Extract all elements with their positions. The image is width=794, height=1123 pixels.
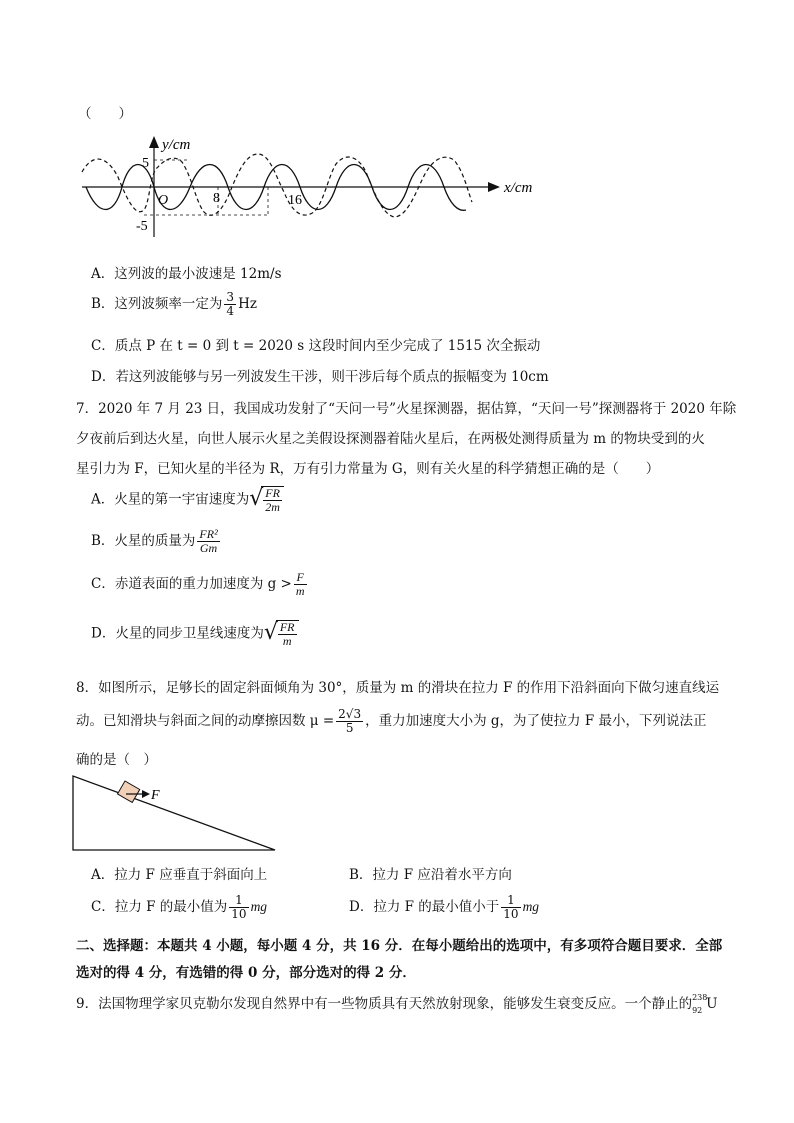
fraction: $\frac{F}{m}$	[295, 570, 305, 598]
q7-option-d[interactable]: D．火星的同步卫星线速度为 √ $\frac{FR}{m}$	[91, 620, 299, 648]
y-axis-label: y/cm	[162, 137, 191, 153]
force-label: F	[151, 788, 160, 803]
q7-option-b[interactable]: B．火星的质量为 $\frac{\text{FR²}}{Gm}$	[91, 527, 218, 555]
fraction: $\frac{3}{4}$	[226, 290, 235, 318]
q7-option-a[interactable]: A．火星的第一宇宙速度为 √ $\frac{FR}{2m}$	[91, 486, 284, 514]
q8-option-a[interactable]: A．拉力 F 应垂直于斜面向上	[91, 867, 268, 883]
q6-option-c[interactable]: C．质点 P 在 t = 0 到 t = 2020 s 这段时间内至少完成了 1515 次全振动	[91, 338, 541, 354]
nuclide: 238 92	[692, 992, 708, 1015]
q6-option-b[interactable]: B．这列波频率一定为 $\frac{3}{4}$ Hz	[91, 290, 257, 318]
origin-label: O	[158, 193, 169, 208]
q8-line1: 8．如图所示，足够长的固定斜面倾角为 30°，质量为 m 的滑块在拉力 F 的作用下沿斜面向下做匀速直线运	[76, 680, 720, 696]
mu-fraction: $\frac{2√3}{5}$	[338, 707, 362, 735]
q8-line2: 动。已知滑块与斜面之间的动摩擦因数 μ = $\frac{2√3}{5}$ ，重力加速度大小为 g，为了使拉力 F 最小，下列说法正	[76, 707, 707, 735]
q8-option-b[interactable]: B．拉力 F 应沿着水平方向	[349, 867, 512, 883]
tick-16: 16	[288, 193, 302, 208]
x-axis-label: x/cm	[504, 180, 533, 196]
sqrt: √ $\frac{FR}{m}$	[264, 620, 299, 648]
fraction: $\frac{1}{10}$	[503, 893, 519, 921]
fraction: $\frac{\text{FR²}}{Gm}$	[199, 527, 218, 555]
q8-option-d[interactable]: D．拉力 F 的最小值小于 $\frac{1}{10}$ mg	[349, 893, 540, 921]
q7-line2: 夕夜前后到达火星，向世人展示火星之美假设探测器着陆火星后，在两极处测得质量为 m 的物块受到的火	[76, 431, 705, 447]
force-arrow	[142, 790, 150, 798]
tick-neg5: -5	[136, 219, 148, 234]
sqrt: √ $\frac{FR}{2m}$	[249, 486, 284, 514]
q9-line1: 9．法国物理学家贝克勒尔发现自然界中有一些物质具有天然放射现象，能够发生衰变反应。一个静止的 238 92 U	[76, 992, 718, 1015]
section2-line2: 选对的得 4 分，有选错的得 0 分，部分选对的得 2 分．	[76, 965, 416, 981]
incline-diagram	[70, 773, 280, 853]
q7-line1: 7．2020 年 7 月 23 日，我国成功发射了“天问一号”火星探测器，据估算，“天问一号”探测器将于 2020 年除	[76, 401, 737, 417]
q6-answer-bracket: （ ）	[78, 106, 132, 122]
q7-line3: 星引力为 F，已知火星的半径为 R，万有引力常量为 G，则有关火星的科学猜想正确的是（ ）	[76, 461, 660, 477]
q6-option-d[interactable]: D．若这列波能够与另一列波发生干涉，则干涉后每个质点的振幅变为 10cm	[91, 369, 549, 385]
tick-5: 5	[142, 156, 149, 171]
q8-line3: 确的是（ ）	[76, 752, 157, 768]
section2-line1: 二、选择题：本题共 4 小题，每小题 4 分，共 16 分．在每小题给出的选项中，有多项符合题目要求．全部	[76, 938, 723, 954]
dashed-wave	[82, 154, 472, 217]
wave-graph	[78, 132, 548, 240]
q8-option-c[interactable]: C．拉力 F 的最小值为 $\frac{1}{10}$ mg	[91, 893, 268, 921]
tick-8: 8	[213, 191, 220, 206]
fraction: $\frac{1}{10}$	[231, 893, 247, 921]
q7-option-c[interactable]: C．赤道表面的重力加速度为 g > $\frac{F}{m}$	[91, 570, 305, 598]
q6-option-a[interactable]: A．这列波的最小波速是 12m/s	[91, 266, 282, 282]
